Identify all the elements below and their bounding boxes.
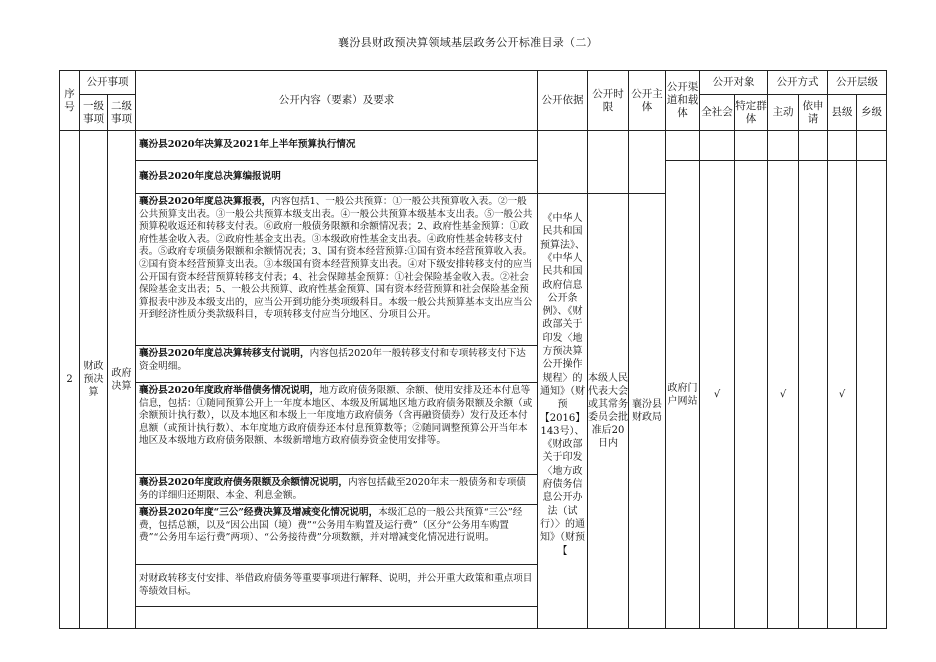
content-item: 襄汾县2020年度总决算转移支付说明，内容包括2020年一般转移支付和专项转移支付下达资金明细。 [136, 346, 538, 383]
header-level1: 一级事项 [80, 95, 108, 131]
subject-cell-empty [629, 131, 666, 194]
header-level-town: 乡级 [857, 95, 887, 131]
header-seq: 序号 [60, 71, 80, 131]
content-item: 襄汾县2020年度总决算编报说明 [136, 161, 538, 194]
header-public-matter: 公开事项 [80, 71, 136, 95]
check-method-request [799, 161, 828, 629]
empty-cell [700, 131, 735, 161]
header-content: 公开内容（要素）及要求 [136, 71, 538, 131]
catalog-table [59, 70, 887, 629]
header-level2: 二级事项 [108, 95, 136, 131]
empty-cell [735, 131, 768, 161]
check-target-specific [735, 161, 768, 629]
header-level-county: 县级 [828, 95, 857, 131]
empty-cell [768, 131, 799, 161]
row-level1: 财政预决算 [80, 131, 108, 629]
empty-cell [666, 131, 700, 161]
header-time-limit: 公开时限 [588, 71, 629, 131]
content-item: 襄汾县2020年度“三公”经费决算及增减变化情况说明，本级汇总的一般公共预算“三公”经费，包括总额，以及“因公出国（境）费”“公务用车购置及运行费”（区分“公务用车购置费”“公务用车运行费”两项）、“公务接待费”分项数额，并对增减变化情况进行说明。 [136, 505, 538, 565]
header-target-all: 全社会 [700, 95, 735, 131]
header-target-specific: 特定群体 [735, 95, 768, 131]
subject-cell: 襄汾县财政局 [629, 194, 666, 629]
header-method-request: 依申请 [799, 95, 828, 131]
row-level2: 政府决算 [108, 131, 136, 629]
page-title: 襄汾县财政预决算领域基层政务公开标准目录（二） [338, 36, 598, 49]
content-item: 襄汾县2020年度政府债务限额及余额情况说明，内容包括截至2020年末一般债务和专项债务的详细归还期限、本金、利息金额。 [136, 475, 538, 505]
empty-cell [857, 131, 887, 161]
check-level-county: √ [828, 161, 857, 629]
header-level: 公开层级 [828, 71, 887, 95]
header-method-active: 主动 [768, 95, 799, 131]
empty-cell [828, 131, 857, 161]
time-cell-empty [588, 131, 629, 194]
check-level-town [857, 161, 887, 629]
header-target: 公开对象 [700, 71, 768, 95]
content-item: 襄汾县2020年度政府举借债务情况说明，地方政府债务限额、余额、使用安排及还本付息等信息，包括：①随同预算公开上一年度本地区、本级及所属地区地方政府债务限额及余额（或余额预计执行数），以及本地区和本级上一年度地方政府债务（含再融资债券）发行及还本付息额（或预计执行数）、本年度地方政府债券还本付息预算数等；②随同调整预算公开当年本地区及本级地方政府债务限额、本级新增地方政府债券资金使用安排等。 [136, 383, 538, 475]
empty-cell [799, 131, 828, 161]
check-method-active: √ [768, 161, 799, 629]
content-item: 襄汾县2020年度总决算报表，内容包括1、一般公共预算：①一般公共预算收入表。②一般公共预算支出表。③一般公共预算本级支出表。④一般公共预算本级基本支出表。⑤一般公共预算税收返还和转移支付表。⑥政府一般债务限额和余额情况表；2、政府性基金预算：①政府性基金收入表。②政府性基金支出表。③本级政府性基金支出表。④政府性基金转移支付表。⑤政府专项债务限额和余额情况表；3、国有资本经营预算:①国有资本经营预算收入表。②国有资本经营预算支出表。③本级国有资本经营预算支出表。④对下级安排转移支付的应当公开国有资本经营预算转移支付表；4、社会保障基金预算：①社会保险基金收入表。②社会保险基金支出表；5、一般公共预算、政府性基金预算、国有资本经营预算和社会保险基金预算报表中涉及本级支出的，应当公开到功能分类项级科目。本级一般公共预算基本支出应当公开到经济性质分类款级科目，专项转移支付应当分地区、分项目公开。 [136, 194, 538, 346]
basis-cell-empty [538, 131, 588, 194]
header-channel: 公开渠道和载体 [666, 71, 700, 131]
content-item: 襄汾县2020年决算及2021年上半年预算执行情况 [136, 131, 538, 161]
content-item: 对财政转移支付安排、举借政府债务等重要事项进行解释、说明，并公开重大政策和重点项目等绩效目标。 [136, 565, 538, 607]
time-limit-cell: 本级人民代表大会或其常务委员会批准后20日内 [588, 194, 629, 629]
check-target-all: √ [700, 161, 735, 629]
content-item [136, 607, 538, 629]
header-subject: 公开主体 [629, 71, 666, 131]
header-method: 公开方式 [768, 71, 828, 95]
basis-cell: 《中华人民共和国预算法》、《中华人民共和国政府信息公开条例》、《财政部关于印发〈地方预决算公开操作规程〉的通知》（财预【2016】143号）、《财政部关于印发〈地方政府债务信息公开办法（试行）〉的通知》（财预【 [538, 194, 588, 629]
channel-cell: 政府门户网站 [666, 161, 700, 629]
row-seq: 2 [60, 131, 80, 629]
header-basis: 公开依据 [538, 71, 588, 131]
